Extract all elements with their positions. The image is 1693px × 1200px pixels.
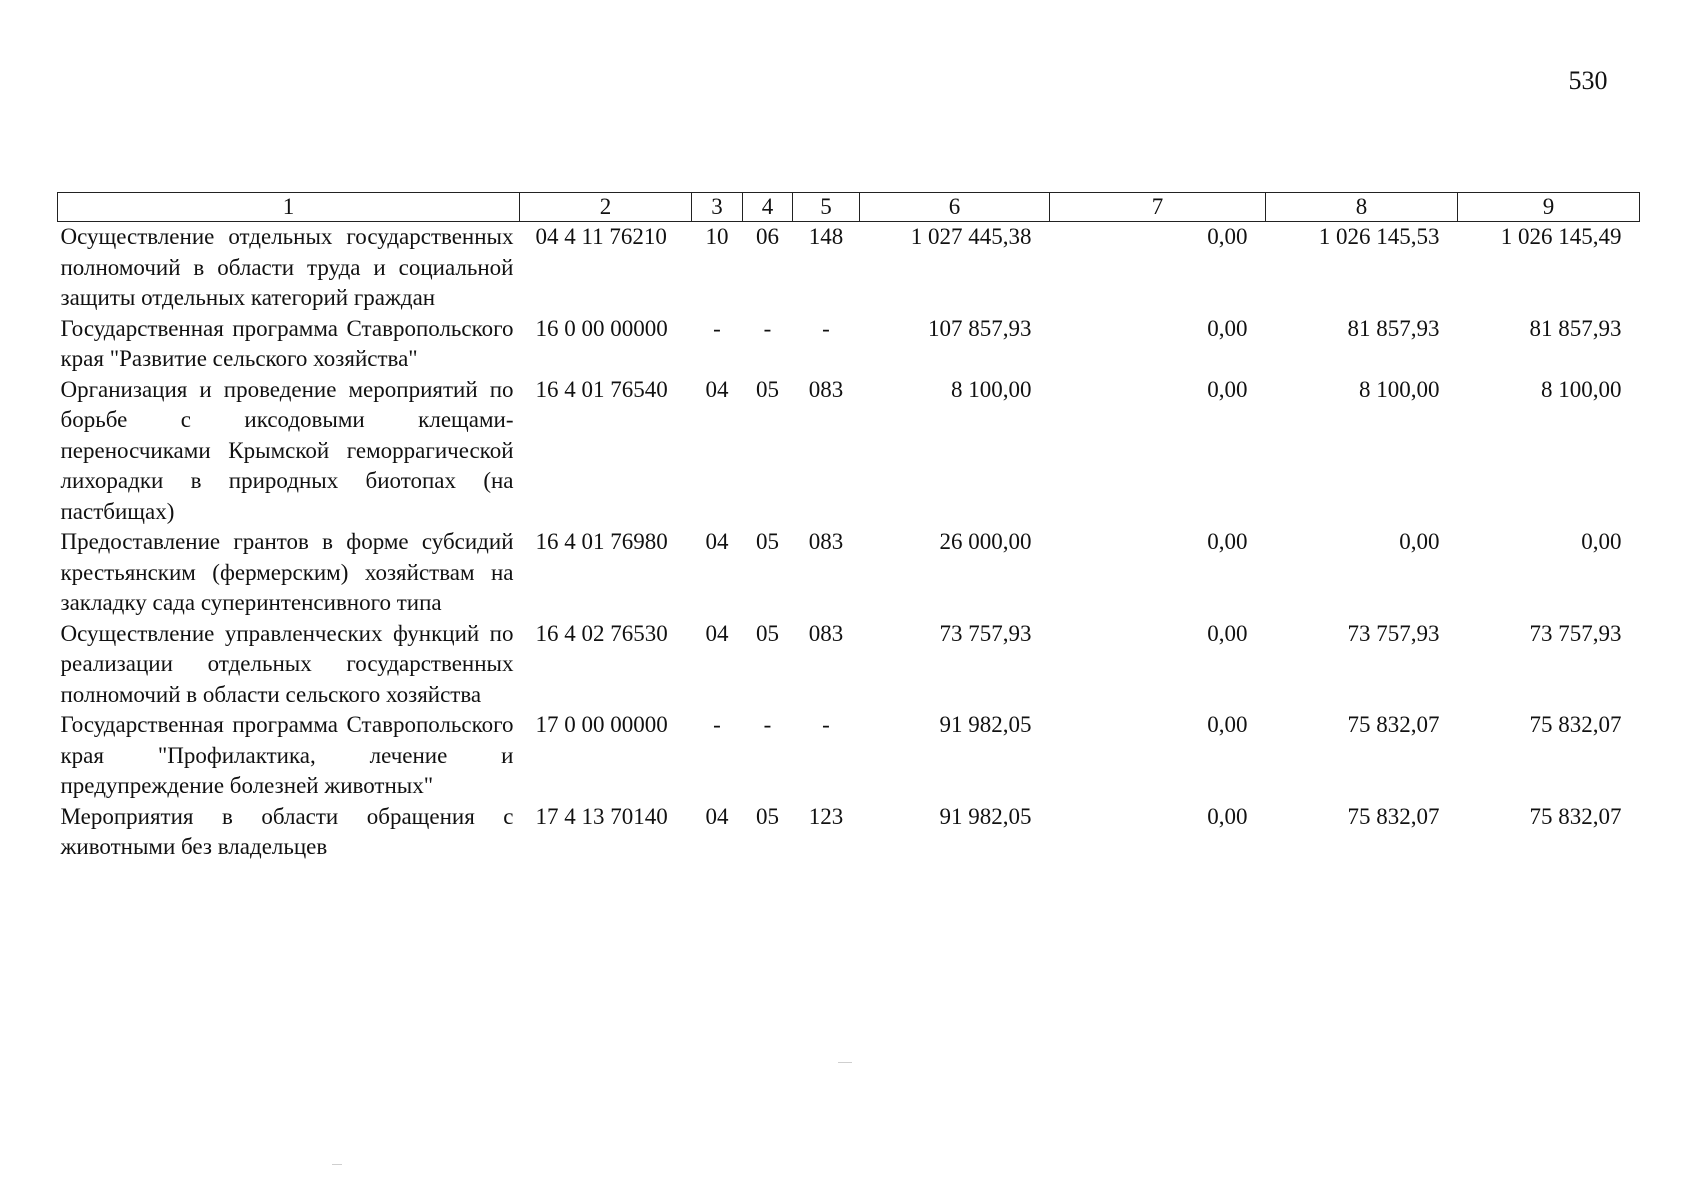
subsection-code: 05 [756, 803, 779, 829]
amount-col8: 75 832,07 [1347, 712, 1440, 737]
column-number-row [58, 193, 1640, 222]
page-number: 530 [1568, 66, 1608, 95]
column-number-header: 1 [58, 193, 520, 222]
expense-type-code: 083 [808, 620, 844, 646]
target-article-code: 17 4 13 70140 [535, 803, 668, 829]
section-code: 04 [705, 803, 729, 829]
expense-type-code: 083 [808, 529, 844, 554]
amount-col7: 0,00 [1207, 315, 1248, 341]
amount-col9: 75 832,07 [1529, 712, 1622, 737]
subsection-code: 05 [756, 620, 779, 646]
amount-col6: 91 982,05 [939, 712, 1032, 737]
target-article-code: 04 4 11 76210 [535, 224, 667, 249]
scan-artifact [838, 1062, 852, 1063]
program-name: Осуществление управленческих функций по реализации отдельных государственных полномочий в области сельского хозяйства [60, 620, 514, 707]
subsection-code: - [763, 712, 772, 737]
table-row [58, 375, 1640, 528]
amount-col8: 8 100,00 [1359, 376, 1440, 402]
budget-table [57, 192, 1640, 863]
target-article-code: 16 4 01 76980 [535, 529, 668, 554]
expense-type-code: - [822, 315, 830, 341]
target-article-code: 16 0 00 00000 [535, 315, 668, 341]
program-name: Организация и проведение мероприятий по борьбе с иксодовыми клещами-переносчиками Крымской геморрагической лихорадки в природных биотопах (на пастбищах) [60, 376, 514, 524]
subsection-code: 05 [756, 529, 779, 554]
program-name: Предоставление грантов в форме субсидий крестьянским (фермерским) хозяйствам на закладку сада суперинтенсивного типа [60, 529, 514, 615]
amount-col9: 8 100,00 [1541, 376, 1622, 402]
amount-col8: 75 832,07 [1347, 803, 1440, 829]
column-number-header: 7 [1050, 193, 1266, 222]
amount-col6: 73 757,93 [939, 620, 1032, 646]
amount-col9: 75 832,07 [1529, 803, 1622, 829]
amount-col6: 91 982,05 [939, 803, 1032, 829]
program-name: Государственная программа Ставропольского края "Профилактика, лечение и предупреждение болезней животных" [60, 712, 514, 798]
section-code: 04 [705, 529, 729, 554]
column-number-header: 5 [793, 193, 860, 222]
amount-col7: 0,00 [1207, 376, 1248, 402]
target-article-code: 16 4 02 76530 [535, 620, 668, 646]
table-row [58, 314, 1640, 375]
table-row [58, 527, 1640, 619]
amount-col8: 0,00 [1399, 529, 1440, 554]
amount-col7: 0,00 [1207, 224, 1248, 249]
subsection-code: 05 [756, 376, 779, 402]
amount-col7: 0,00 [1207, 712, 1248, 737]
amount-col8: 1 026 145,53 [1318, 224, 1440, 249]
amount-col7: 0,00 [1207, 529, 1248, 554]
amount-col6: 107 857,93 [928, 315, 1032, 341]
amount-col8: 81 857,93 [1347, 315, 1440, 341]
column-number-header: 2 [520, 193, 692, 222]
expense-type-code: 148 [808, 224, 844, 249]
section-code: - [713, 315, 721, 341]
section-code: 10 [705, 224, 729, 249]
column-number-header: 3 [692, 193, 743, 222]
section-code: 04 [705, 376, 729, 402]
table-row [58, 222, 1640, 314]
amount-col9: 0,00 [1581, 529, 1622, 554]
expense-type-code: 083 [808, 376, 844, 402]
amount-col8: 73 757,93 [1347, 620, 1440, 646]
amount-col7: 0,00 [1207, 620, 1248, 646]
subsection-code: - [763, 315, 772, 341]
column-number-header: 6 [860, 193, 1050, 222]
program-name: Государственная программа Ставропольского края "Развитие сельского хозяйства" [60, 315, 514, 371]
table-row [58, 802, 1640, 863]
column-number-header: 8 [1266, 193, 1458, 222]
scan-artifact [332, 1164, 342, 1165]
section-code: 04 [705, 620, 729, 646]
column-number-header: 9 [1458, 193, 1640, 222]
table-row [58, 619, 1640, 711]
column-number-header: 4 [743, 193, 793, 222]
amount-col9: 73 757,93 [1529, 620, 1622, 646]
expense-type-code: 123 [808, 803, 844, 829]
target-article-code: 16 4 01 76540 [535, 376, 668, 402]
expense-type-code: - [822, 712, 830, 737]
amount-col9: 1 026 145,49 [1500, 224, 1622, 249]
amount-col6: 26 000,00 [939, 529, 1032, 554]
program-name: Осуществление отдельных государственных полномочий в области труда и социальной защиты отдельных категорий граждан [60, 224, 514, 310]
section-code: - [713, 712, 721, 737]
amount-col6: 1 027 445,38 [910, 224, 1032, 249]
program-name: Мероприятия в области обращения с животными без владельцев [60, 803, 514, 859]
amount-col9: 81 857,93 [1529, 315, 1622, 341]
table-row [58, 710, 1640, 802]
subsection-code: 06 [756, 224, 779, 249]
amount-col7: 0,00 [1207, 803, 1248, 829]
target-article-code: 17 0 00 00000 [535, 712, 668, 737]
amount-col6: 8 100,00 [951, 376, 1032, 402]
